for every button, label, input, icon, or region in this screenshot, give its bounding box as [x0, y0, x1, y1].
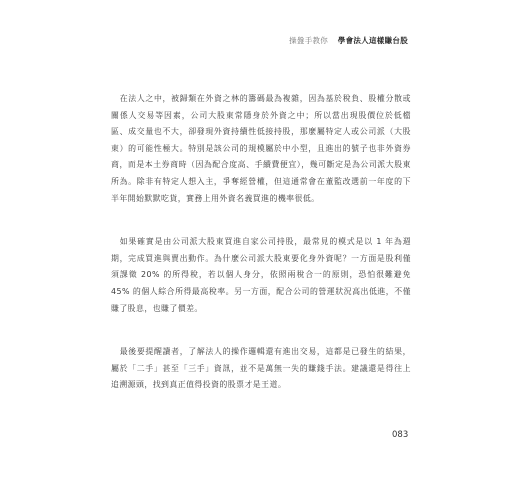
paragraph: 如果確實是由公司派大股東買進自家公司持股，最常見的模式是以 1 年為週期，完成買進與賣出動作。為什麼公司派大股東要化身外資呢？一方面是股利僅須課徵 20% 的所得稅，若以個人身分，依照兩稅合一的原則，恐怕很難避免 45% 的個人綜合所得最高稅率。另一方面，配合公司的營運狀況高出低進，不僅賺了股息，也賺了價差。 — [111, 237, 411, 313]
book-title: 學會法人這樣賺台股 — [337, 36, 408, 45]
page-number: 083 — [392, 430, 409, 440]
paragraph: 最後要提醒讀者，了解法人的操作邏輯還有進出交易，這都是已發生的結果，屬於「二手」甚至「三手」資訊，並不是萬無一失的賺錢手法。建議還是得往上追溯源頭，找到真正值得投資的股票才是王道。 — [111, 347, 411, 390]
paragraph: 在法人之中，被歸類在外資之林的籌碼最為複雜，因為基於稅負、股權分散或關係人交易等因素，公司大股東常隱身於外資之中；所以當出現股價位於低檔區、成交量也不大，卻發現外資持續性低接持股，那麼屬特定人或公司派（大股東）的可能性極大。特別是該公司的規模屬於中小型，且進出的號子也非外資券商，而是本土券商時（因為配合度高、手續費便宜），幾可斷定是為公司派大股東所為。除非有特定人想入主，爭奪經營權，但這通常會在董監改選前一年度的下半年開始默默吃貨，實務上用外資名義買進的機率很低。 — [111, 94, 411, 203]
body-text — [111, 91, 411, 421]
running-header — [289, 35, 408, 46]
series-name: 操盤手教你 — [289, 36, 329, 45]
